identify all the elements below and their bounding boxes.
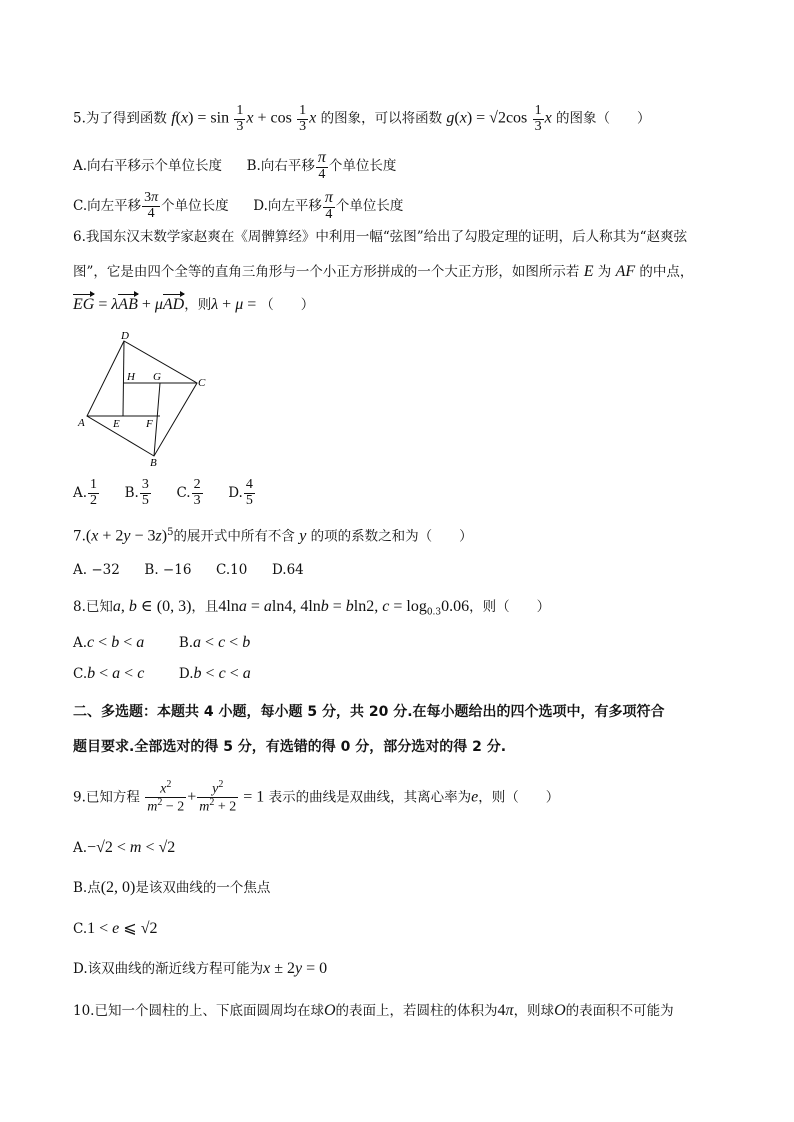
- question-8-options-cd: [73, 666, 251, 682]
- question-7-stem: $7.(x + 2y - 3z)^5$的展开式中所有不含 y 的项的系数之和为（ ）: [73, 527, 473, 545]
- question-5-options-ab: [73, 150, 396, 182]
- q6-option-b: B. $\frac{3}{5}$: [124, 477, 149, 508]
- q7-option-d: D.64: [271, 562, 304, 578]
- q5-option-d: D.向左平移 $\frac{\pi}{4}$ 个单位长度: [253, 189, 404, 222]
- segment-de: [123, 341, 124, 416]
- q8-option-c: C.b < a < c: [73, 665, 145, 682]
- q6-option-c: C. $\frac{2}{3}$: [176, 477, 201, 508]
- q9-option-b: B.点(2, 0)是该双曲线的一个焦点: [73, 879, 271, 896]
- q5-option-c: C.向左平移 $\frac{3\pi}{4}$ 个单位长度: [73, 190, 229, 221]
- question-10-stem: 10.已知一个圆柱的上、下底面圆周均在球O的表面上，若圆柱的体积为4π，则球O的表面积不可能为: [73, 1002, 674, 1019]
- q9-option-c: C.1 < e ⩽ √2: [73, 920, 158, 937]
- question-6-line-3: EG = λAB + μAD，则λ + μ = （ ）: [73, 296, 315, 313]
- q8-option-d: D.b < c < a: [178, 665, 251, 682]
- question-6-line-1: 6.我国东汉末数学家赵爽在《周髀算经》中利用一幅“弦图”给出了勾股定理的证明，后人称其为“赵爽弦: [73, 229, 688, 245]
- q7-option-b: B. −16: [144, 562, 192, 578]
- section-2-heading-line-1: 二、多选题：本题共 4 小题，每小题 5 分，共 20 分.在每小题给出的四个选项中，有多项符合: [73, 704, 665, 720]
- question-5-options-cd: [73, 190, 403, 222]
- label-e: E: [113, 418, 120, 430]
- question-7-options: [73, 564, 304, 578]
- label-a: A: [78, 417, 85, 429]
- q6-option-a: A. $\frac{1}{2}$: [73, 477, 98, 508]
- outer-square: [87, 341, 197, 456]
- question-6-line-2: 图”，它是由四个全等的直角三角形与一个小正方形拼成的一个大正方形，如图所示若 E 为 AF 的中点，: [73, 263, 694, 280]
- q7-option-a: A. −32: [73, 562, 120, 578]
- q5-option-b: B.向右平移 $\frac{\pi}{4}$ 个单位长度: [246, 149, 397, 182]
- q9-option-a: A.−√2 < m < √2: [73, 839, 176, 856]
- q7-option-c: C.10: [216, 562, 248, 578]
- section-2-heading-line-2: 题目要求.全部选对的得 5 分，有选错的得 0 分，部分选对的得 2 分.: [73, 739, 507, 755]
- label-b: B: [150, 457, 157, 469]
- label-c: C: [198, 377, 206, 389]
- label-h: H: [127, 371, 135, 383]
- q6-option-d: D. $\frac{4}{5}$: [228, 477, 253, 508]
- q9-option-d: D.该双曲线的渐近线方程可能为x ± 2y = 0: [73, 960, 328, 977]
- q8-option-b: B.a < c < b: [178, 634, 251, 651]
- zhao-shuang-string-figure: [75, 330, 215, 472]
- label-d: D: [121, 330, 129, 342]
- question-8-options-ab: [73, 635, 250, 651]
- question-8-stem: 8.已知a, b ∈ (0, 3)，且4lna = aln4, 4lnb = bln2, $c = \log_{0.3}0.06$，则（ ）: [73, 598, 551, 618]
- q8-option-a: A.c < b < a: [73, 634, 145, 651]
- question-9-stem: 9.已知方程 $\frac{x^2}{m^2 - 2}$ + $\frac{y^2}{m^2 + 2}$ = 1 表示的曲线是双曲线，其离心率为e，则（ ）: [73, 779, 560, 815]
- segment-bg: [154, 383, 160, 456]
- question-6-options: [73, 478, 256, 508]
- q5-option-a: A.向右平移示个单位长度: [73, 157, 223, 174]
- question-5-stem: 5.为了得到函数 f(x) = sin $\frac{1}{3}$ x + cos $\frac{1}{3}$ x 的图象，可以将函数 g(x) = √2cos $\frac{1}{3}$ x 的图象（ ）: [73, 103, 651, 134]
- label-g: G: [153, 371, 161, 383]
- label-f: F: [146, 418, 153, 430]
